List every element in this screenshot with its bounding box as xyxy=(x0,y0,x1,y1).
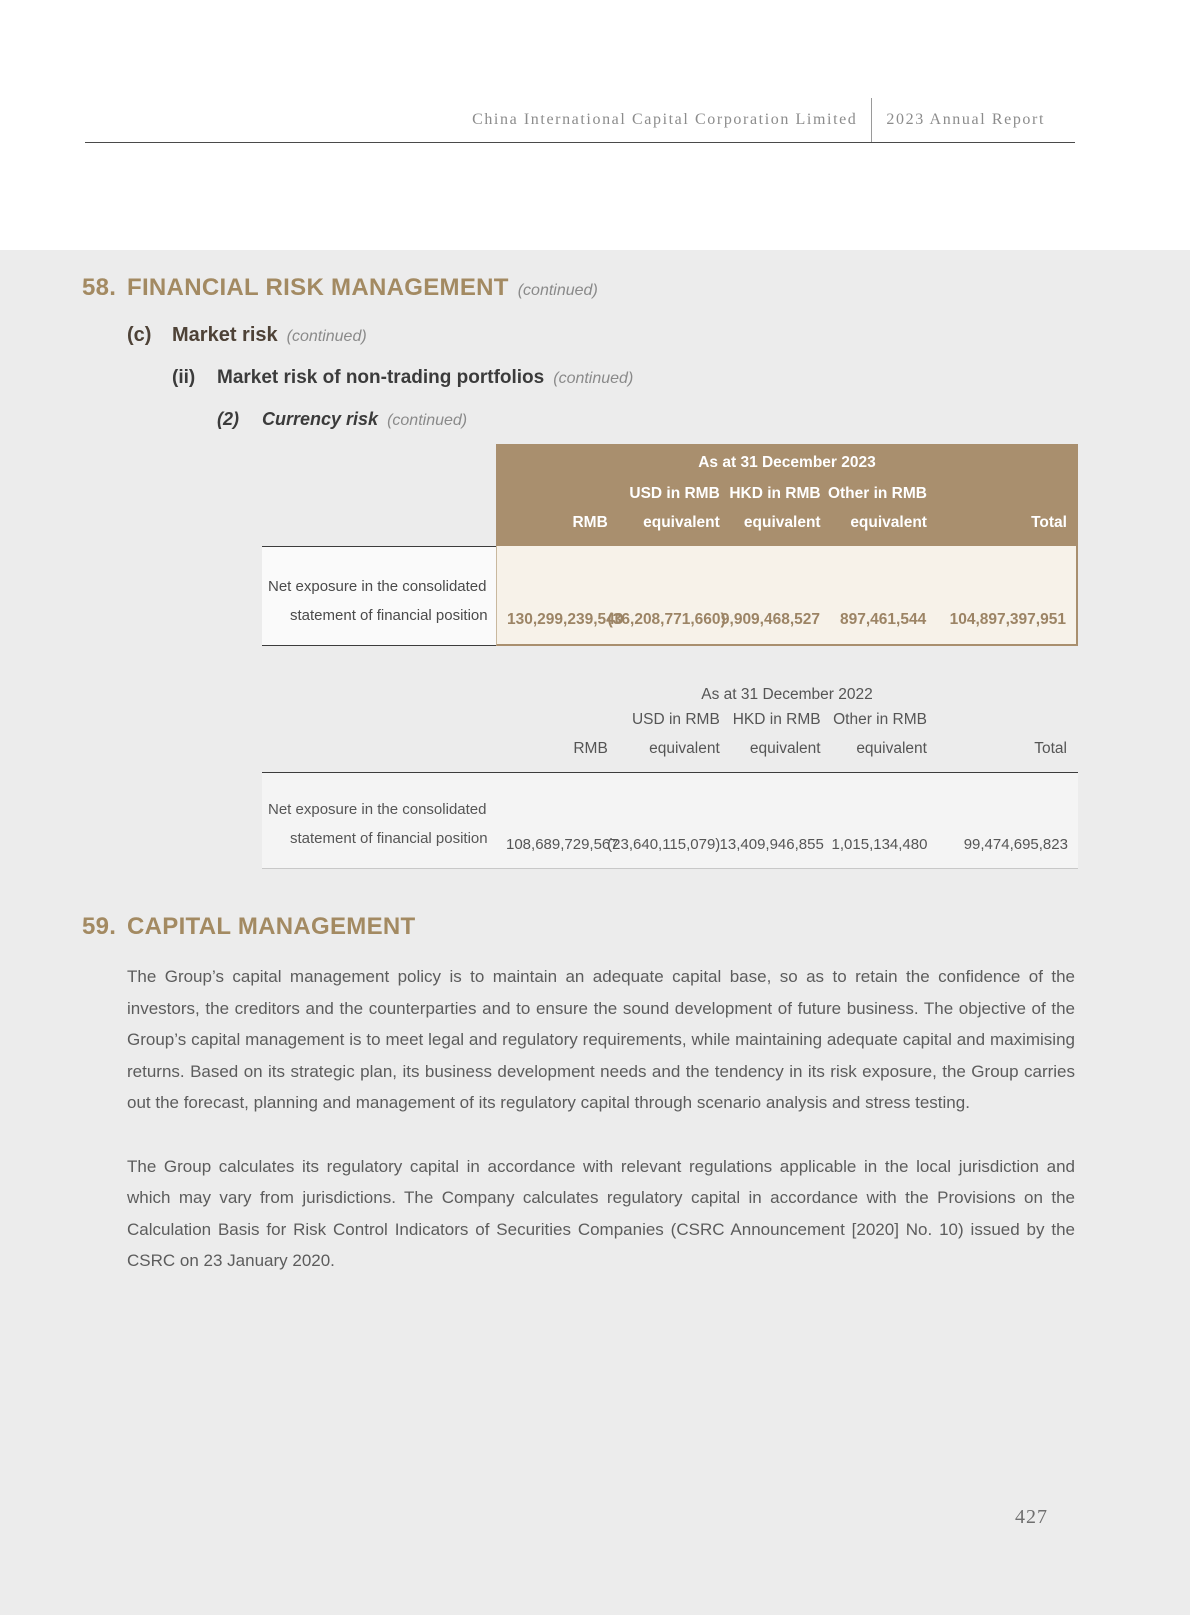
column-header-other xyxy=(821,705,927,763)
table-2022-header-spacer xyxy=(262,676,496,772)
subsection-ii-heading xyxy=(172,367,1190,389)
header-rule xyxy=(85,142,1075,143)
subsection-c-number: (c) xyxy=(127,324,152,346)
column-header-hkd xyxy=(720,705,821,763)
row-label-line1: Net exposure in the consolidated xyxy=(268,801,487,818)
column-header-total-line2: Total xyxy=(1031,514,1067,531)
column-header-other-line1: Other in RMB xyxy=(827,485,927,502)
section-59-title: CAPITAL MANAGEMENT xyxy=(127,913,416,940)
subsection-c-title: Market risk xyxy=(172,324,278,346)
value-rmb: 108,689,729,567 xyxy=(506,836,619,853)
table-2022-header xyxy=(496,676,1078,772)
table-2023-row-label xyxy=(262,546,496,646)
section-59-heading xyxy=(82,913,1190,941)
column-header-hkd-line1: HKD in RMB xyxy=(729,485,821,502)
column-header-rmb xyxy=(507,479,608,537)
value-total: 99,474,695,823 xyxy=(963,836,1068,853)
value-other: 1,015,134,480 xyxy=(831,836,928,853)
table-2023-data-row xyxy=(262,546,1078,646)
column-header-rmb xyxy=(507,705,608,763)
subsection-c-continued: (continued) xyxy=(286,328,367,345)
header-titles xyxy=(472,98,1045,142)
value-hkd: 9,909,468,527 xyxy=(720,611,821,628)
table-2022-row-values xyxy=(496,773,1078,868)
column-header-other-line2: equivalent xyxy=(850,514,927,531)
subsection-2-heading xyxy=(217,409,1190,430)
subsection-ii-number: (ii) xyxy=(172,367,196,388)
subsection-ii-continued: (continued) xyxy=(553,370,634,387)
column-header-other xyxy=(821,479,927,537)
table-2023-period: As at 31 December 2023 xyxy=(698,454,876,471)
table-2022-column-headers xyxy=(507,705,1067,763)
row-label-line1: Net exposure in the consolidated xyxy=(268,578,487,595)
column-header-usd-line1: USD in RMB xyxy=(629,485,720,502)
page-content xyxy=(0,250,1190,1615)
value-usd: (36,208,771,660) xyxy=(607,611,726,628)
column-header-usd xyxy=(608,705,720,763)
report-title: 2023 Annual Report xyxy=(886,111,1045,128)
section-58-number: 58. xyxy=(82,274,117,301)
column-header-hkd-line2: equivalent xyxy=(743,514,821,531)
table-2022-header-row xyxy=(262,676,1078,772)
capital-management-paragraph-1: The Group’s capital management policy is to maintain an adequate capital base, so as to retain the confidence of the investors, the creditors and the counterparties and to ensure the sound development of future business. The objective of the Group’s capital management is to meet legal and regulatory requirements, while maintaining adequate capital and maximising returns. Based on its strategic plan, its business development needs and the tendency in its risk exposure, the Group carries out the forecast, planning and management of its regulatory capital through scenario analysis and stress testing. xyxy=(127,967,1075,1112)
value-total: 104,897,397,951 xyxy=(949,611,1066,628)
table-2022-period: As at 31 December 2022 xyxy=(701,686,873,703)
row-label-line2: statement of financial position xyxy=(290,607,488,624)
column-header-usd xyxy=(608,479,720,537)
table-2023-column-headers xyxy=(507,479,1067,537)
currency-exposure-table-2022 xyxy=(262,676,1078,869)
capital-management-paragraph-2: The Group calculates its regulatory capital in accordance with relevant regulations applicable in the local jurisdiction and which may vary from jurisdictions. The Company calculates regulatory capital in accordance with the Provisions on the Calculation Basis for Risk Control Indicators of Securities Companies (CSRC Announcement [2020] No. 10) issued by the CSRC on 23 January 2020. xyxy=(127,1156,1075,1270)
section-59-number: 59. xyxy=(82,913,117,940)
table-2022-data-row xyxy=(262,772,1078,869)
value-rmb: 130,299,239,540 xyxy=(507,611,624,628)
page-header xyxy=(0,0,1190,250)
table-2023-header-row xyxy=(262,444,1078,546)
column-header-rmb-line2: RMB xyxy=(572,514,608,531)
column-header-other-line2: equivalent xyxy=(856,740,927,757)
section-58-title: FINANCIAL RISK MANAGEMENT xyxy=(127,274,509,301)
column-header-hkd xyxy=(720,479,821,537)
value-usd: (23,640,115,079) xyxy=(607,836,721,853)
table-2022-row-label xyxy=(262,773,496,868)
subsection-2-continued: (continued) xyxy=(387,412,468,429)
subsection-c-heading xyxy=(127,324,1190,347)
value-hkd: 13,409,946,855 xyxy=(719,836,824,853)
table-2023-header-spacer xyxy=(262,444,496,546)
table-2023-row-values xyxy=(496,546,1078,646)
subsection-2-title: Currency risk xyxy=(262,409,379,429)
page-number: 427 xyxy=(1015,1506,1048,1528)
currency-exposure-table-2023 xyxy=(262,444,1078,646)
table-2023-header xyxy=(496,444,1078,546)
column-header-usd-line2: equivalent xyxy=(643,514,720,531)
column-header-usd-line2: equivalent xyxy=(649,740,720,757)
company-name: China International Capital Corporation Limited xyxy=(472,111,858,128)
column-header-total xyxy=(927,705,1067,763)
subsection-ii-title: Market risk of non-trading portfolios xyxy=(217,367,545,388)
column-header-hkd-line2: equivalent xyxy=(749,740,821,757)
header-divider xyxy=(871,98,872,142)
subsection-2-number: (2) xyxy=(217,409,239,429)
row-label-line2: statement of financial position xyxy=(290,830,488,847)
column-header-total xyxy=(927,479,1067,537)
column-header-hkd-line1: HKD in RMB xyxy=(732,711,821,728)
column-header-usd-line1: USD in RMB xyxy=(631,711,720,728)
section-58-continued: (continued) xyxy=(517,282,598,299)
column-header-other-line1: Other in RMB xyxy=(833,711,927,728)
section-58-heading xyxy=(82,274,1190,302)
value-other: 897,461,544 xyxy=(840,611,927,628)
column-header-total-line2: Total xyxy=(1034,740,1067,757)
column-header-rmb-line2: RMB xyxy=(573,740,608,757)
